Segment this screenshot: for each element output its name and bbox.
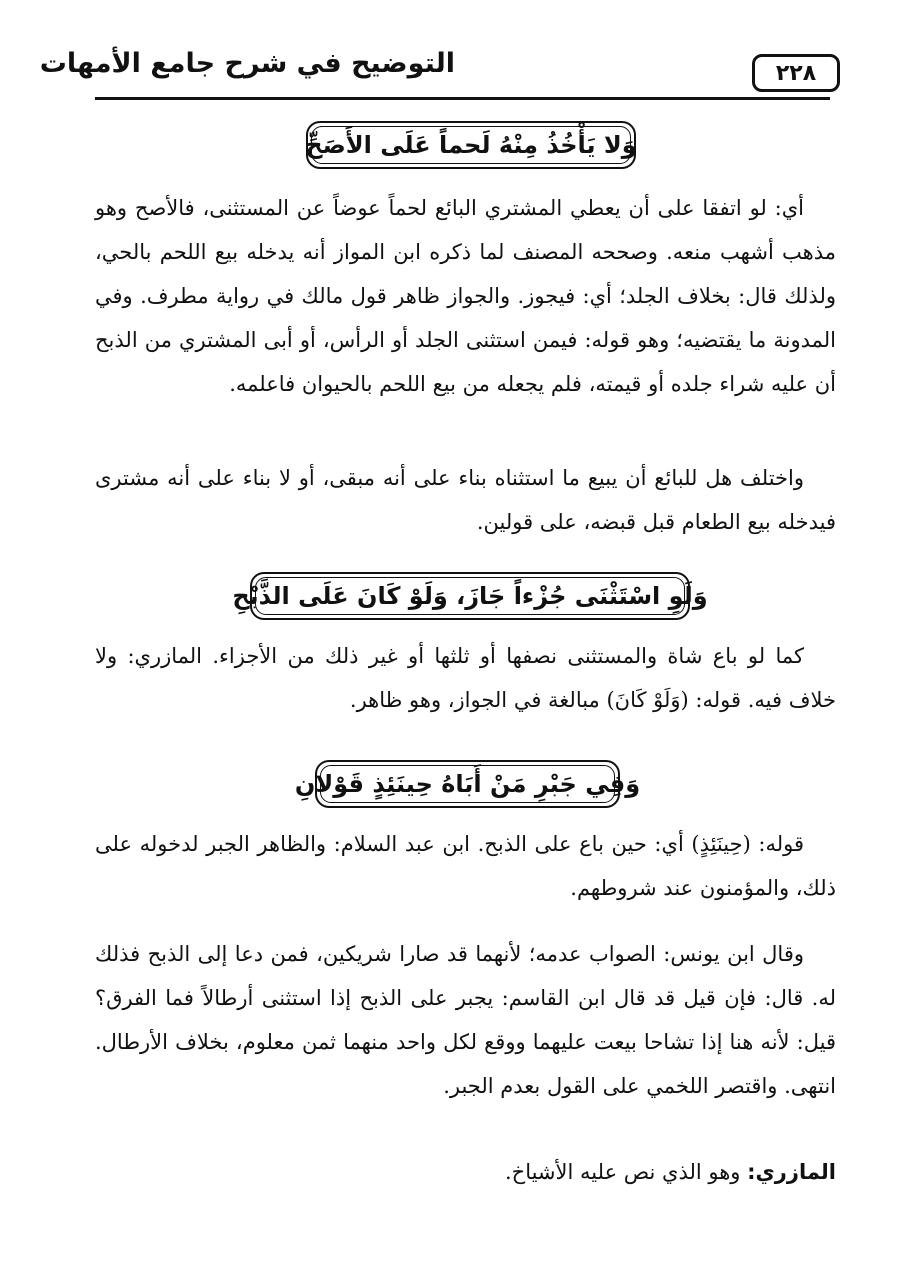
- page-header: [39, 48, 840, 100]
- commentary-paragraph-6: [95, 1150, 836, 1194]
- matn-verse-3: وَفِي جَبْرِ مَنْ أَبَاهُ حِينَئِذٍ قَوْلانِ: [315, 760, 620, 808]
- commentary-paragraph-5: [95, 932, 836, 1108]
- paragraph-text: كما لو باع شاة والمستثنى نصفها أو ثلثها أو غير ذلك من الأجزاء. المازري: ولا خلاف فيه. قوله: (وَلَوْ كَانَ) مبالغة في الجواز، وهو ظاهر.: [95, 644, 836, 712]
- paragraph-text: واختلف هل للبائع أن يبيع ما استثناه بناء على أنه مبقى، أو لا بناء على أنه مشترى فيدخله بيع الطعام قبل قبضه، على قولين.: [95, 466, 836, 534]
- commentary-paragraph-4: [95, 822, 836, 910]
- paragraph-text: قوله: (حِينَئِذٍ) أي: حين باع على الذبح. ابن عبد السلام: والظاهر الجبر لدخوله على ذلك، والمؤمنون عند شروطهم.: [95, 832, 836, 900]
- matn-verse-2: وَلَوِ اسْتَثْنَى جُزْءاً جَازَ، وَلَوْ كَانَ عَلَى الذَّبْحِ: [250, 572, 690, 620]
- commentary-paragraph-1: [95, 186, 836, 406]
- paragraph-text: وقال ابن يونس: الصواب عدمه؛ لأنهما قد صارا شريكين، فمن دعا إلى الذبح فذلك له. قال: فإن قيل قد قال ابن القاسم: يجبر على الذبح إذا استثنى أرطالاً فما الفرق؟ قيل: لأنه هنا إذا تشاحا بيعت عليهما ووقع لكل واحد منهما ثمن معلوم، بخلاف الأرطال. انتهى. واقتصر اللخمي على القول بعدم الجبر.: [95, 942, 836, 1098]
- commentary-paragraph-3: [95, 634, 836, 722]
- commentary-paragraph-2: [95, 456, 836, 544]
- matn-verse-1: وَلا يَأْخُذُ مِنْهُ لَحماً عَلَى الأَصَحِّ: [306, 121, 636, 169]
- paragraph-text: أي: لو اتفقا على أن يعطي المشتري البائع لحماً عوضاً عن المستثنى، فالأصح وهو مذهب أشهب منعه. وصححه المصنف لما ذكره ابن المواز أنه يدخله بيع اللحم بالحي، ولذلك قال: بخلاف الجلد؛ أي: فيجوز. والجواز ظاهر قول مالك في رواية مطرف. وفي المدونة ما يقتضيه؛ وهو قوله: فيمن استثنى الجلد أو الرأس، أو أبى المشتري من الذبح أن عليه شراء جلده أو قيمته، فلم يجعله من بيع اللحم بالحيوان فاعلمه.: [95, 196, 836, 396]
- paragraph-text: وهو الذي نص عليه الأشياخ.: [504, 1160, 748, 1184]
- page-number: ٢٢٨: [752, 54, 840, 92]
- book-title: التوضيح في شرح جامع الأمهات: [39, 48, 455, 79]
- scholar-name: المازري:: [747, 1160, 836, 1184]
- header-rule: [95, 97, 830, 100]
